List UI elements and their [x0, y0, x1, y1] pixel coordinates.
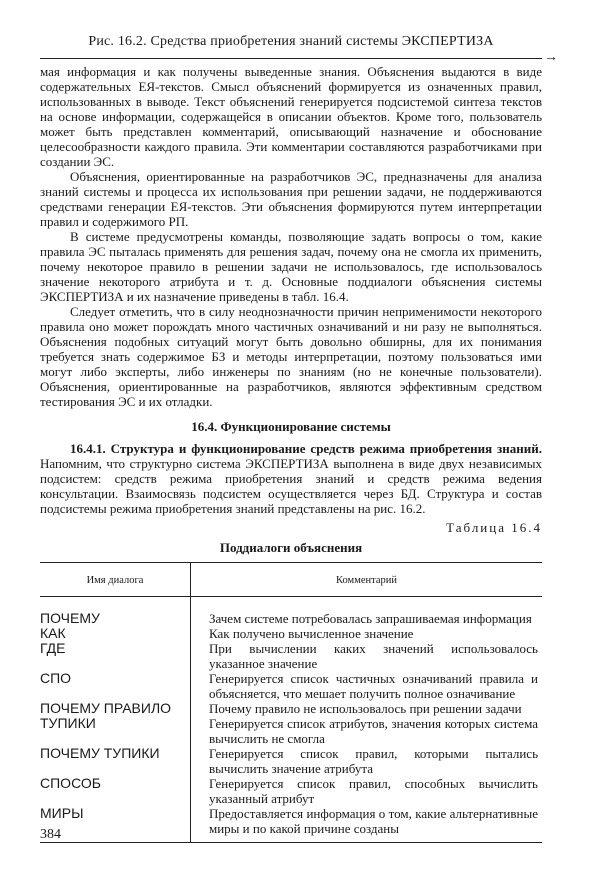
dialog-name: ПОЧЕМУ ПРАВИЛО: [40, 701, 191, 716]
dialog-comment: Как получено вычисленное значение: [209, 626, 414, 641]
table-row: [40, 626, 542, 641]
dialog-comment: Генерируется список частичных означиваний правила и объясняется, что мешает получить полное означивание: [209, 671, 538, 701]
table-row: [40, 701, 542, 716]
dialogs-table: [40, 562, 542, 843]
running-head: Рис. 16.2. Средства приобретения знаний системы ЭКСПЕРТИЗА: [88, 34, 494, 49]
dialog-name: ПОЧЕМУ: [40, 597, 191, 627]
dialog-name: СПО: [40, 671, 191, 701]
table-row: [40, 776, 542, 806]
table-row: [40, 746, 542, 776]
paragraph: Следует отметить, что в силу неоднозначности причин неприменимости некоторого правила оно может порождать много частичных означиваний и ни разу не выполняться. Объяснения подобных ситуаций могут быть довольно обширны, для их понимания требуется знать содержимое БЗ и методы интерпретации, поэтому пользоваться ими могут либо эксперты, либо инженеры по знаниям (но не конечные пользователи). Объяснения, ориентированные на разработчиков, являются эффективным средством тестирования ЭС и их отладки.: [40, 304, 542, 409]
dialog-comment: Зачем системе потребовалась запрашиваемая информация: [209, 611, 532, 626]
dialog-name: СПОСОБ: [40, 776, 191, 806]
section-title: 16.4. Функционирование системы: [191, 419, 391, 434]
table-row: [40, 716, 542, 746]
subsection-paragraph: [40, 441, 542, 516]
dialog-comment: Генерируется список правил, способных вычислить указанный атрибут: [209, 776, 538, 806]
dialog-name: ГДЕ: [40, 641, 191, 671]
table-title: Поддиалоги объяснения: [219, 540, 363, 555]
dialog-comment: При вычислении каких значений использовалось указанное значение: [209, 641, 538, 671]
table-row: [40, 597, 542, 627]
subsection-heading: 16.4.1. Структура и функционирование средств режима приобретения знаний.: [70, 441, 542, 456]
dialog-name: ПОЧЕМУ ТУПИКИ: [40, 746, 191, 776]
column-header-name: Имя диалога: [40, 563, 191, 597]
page-body: [40, 64, 542, 843]
dialog-comment: Почему правило не использовалось при решении задачи: [209, 701, 522, 716]
dialog-name: МИРЫ: [40, 806, 191, 843]
table-row: [40, 641, 542, 671]
paragraph-continued: мая информация и как получены выведенные знания. Объяснения выдаются в виде содержательных ЕЯ-текстов. Смысл объяснений формируется из означенных правил, использованных в выводе. Текст объяснений генерируется подсистемой синтеза текстов на основе информации, содержащейся в описании объектов. Кроме того, пользователь может быть представлен комментарий, описывающий назначение и обоснование целесообразности каждого правила. Эти комментарии составляются разработчиками при создании ЭС.: [40, 64, 542, 169]
dialog-comment: Генерируется список правил, которыми пытались вычислить значение атрибута: [209, 746, 538, 776]
table-caption: Таблица 16.4: [446, 520, 542, 535]
dialog-name: ТУПИКИ: [40, 716, 191, 746]
column-header-comment: Комментарий: [191, 563, 543, 597]
table-header-row: [40, 563, 542, 597]
dialog-name: КАК: [40, 626, 191, 641]
page-number: 384: [40, 827, 61, 842]
subsection-text: Напомним, что структурно система ЭКСПЕРТИЗА выполнена в виде двух независимых подсистем: средств режима приобретения знаний и средств режима ведения консультации. Взаимосвязь подсистем осуществляется через БД. Структура и состав подсистемы режима приобретения знаний представлены на рис. 16.2.: [40, 456, 542, 516]
table-row: [40, 806, 542, 843]
header-rule: [40, 58, 542, 59]
paragraph: В системе предусмотрены команды, позволяющие задать вопросы о том, какие правила ЭС пыталась применять для решения задач, почему она не смогла их применить, почему некоторое правило в решении задачи не использовалось, где использовалось значение некоторого атрибута и т. д. Основные поддиалоги объяснения системы ЭКСПЕРТИЗА и их назначение приведены в табл. 16.4.: [40, 229, 542, 304]
dialog-comment: Предоставляется информация о том, какие альтернативные миры и по какой причине созданы: [191, 806, 543, 843]
paragraph: Объяснения, ориентированные на разработчиков ЭС, предназначены для анализа знаний системы и процесса их использования при решении задачи, не поддерживаются средствами генерации ЕЯ-текстов. Эти объяснения формируются путем интерпретации правил и содержимого РП.: [40, 169, 542, 229]
dialog-comment: Генерируется список атрибутов, значения которых система вычислить не смогла: [209, 716, 538, 746]
table-row: [40, 671, 542, 701]
arrow-icon: →: [544, 50, 558, 65]
